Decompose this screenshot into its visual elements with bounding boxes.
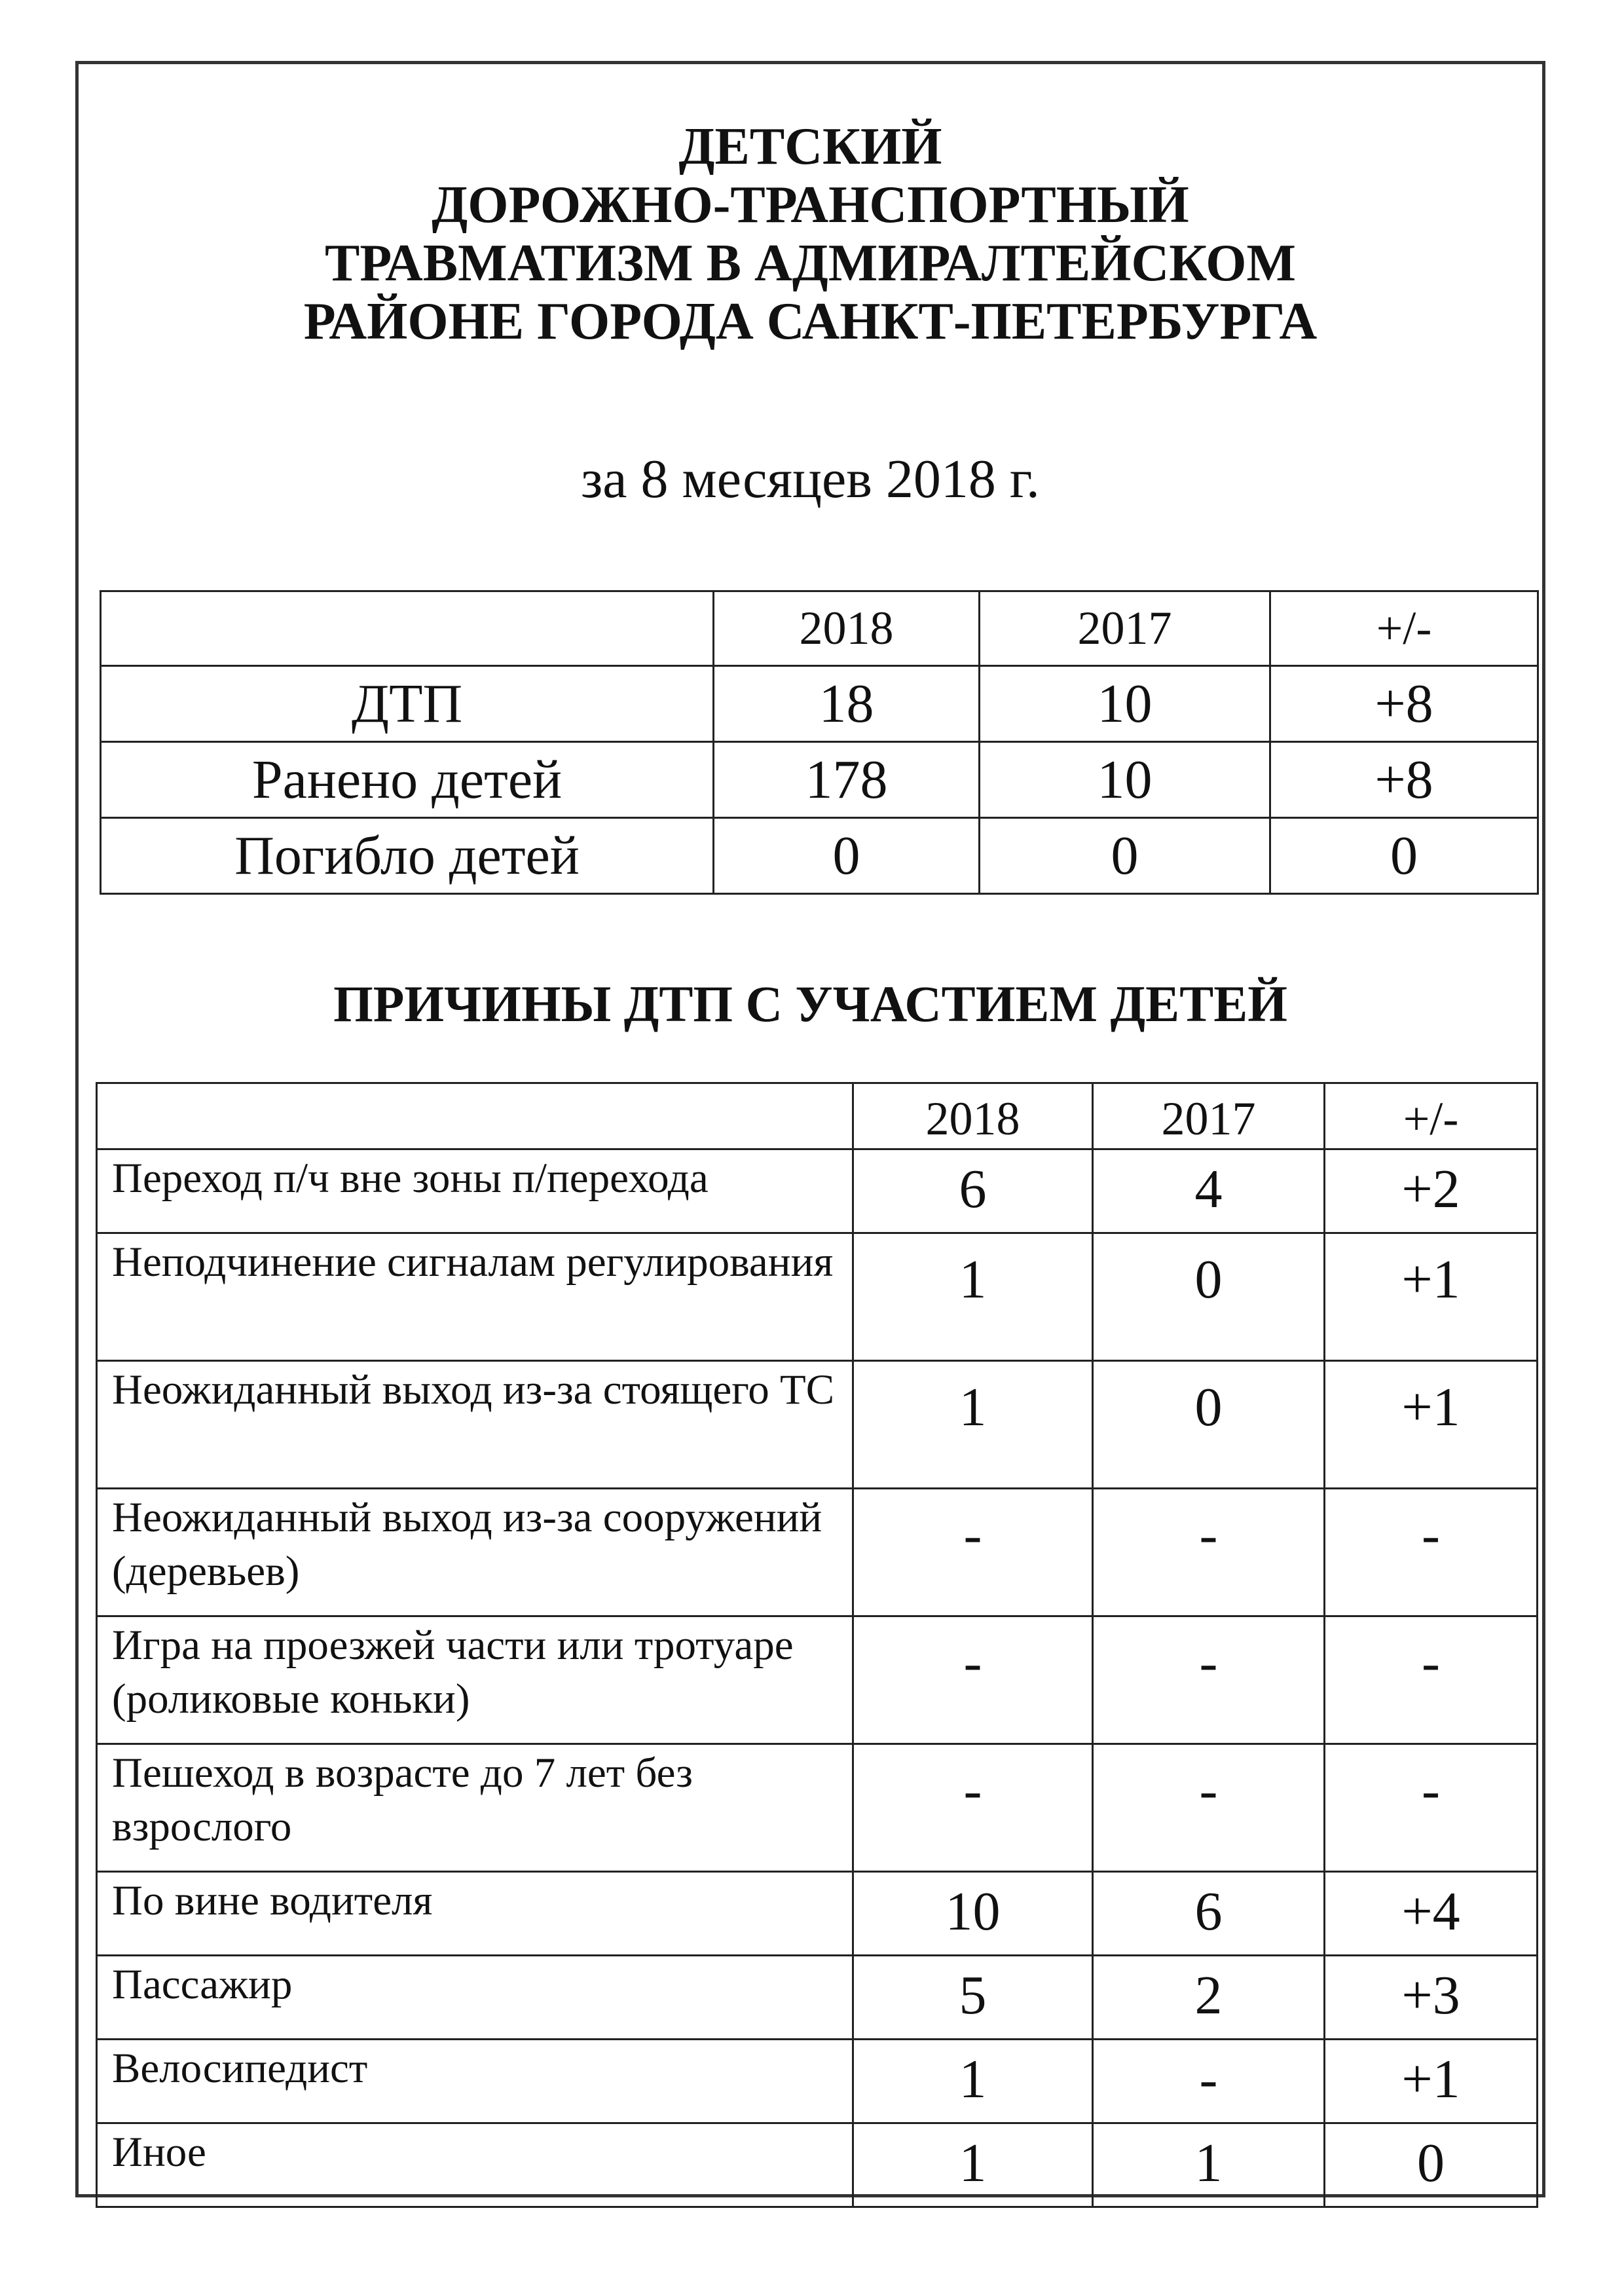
- cell-diff: +2: [1325, 1149, 1538, 1233]
- row-label: ДТП: [101, 666, 714, 742]
- period-subtitle: за 8 месяцев 2018 г.: [581, 449, 1040, 510]
- table-row: [97, 2040, 1538, 2123]
- table-row: [97, 1149, 1538, 1233]
- header-cell-2018: 2018: [714, 591, 980, 666]
- table-row: [97, 1489, 1538, 1616]
- header-cell-empty: [101, 591, 714, 666]
- row-label: Неподчинение сигналам регулирования: [97, 1233, 853, 1361]
- cell-2017: 2: [1093, 1956, 1325, 2040]
- table-row: [97, 1744, 1538, 1872]
- row-label: Неожиданный выход из-за стоящего ТС: [97, 1361, 853, 1489]
- cell-diff: +8: [1270, 666, 1538, 742]
- cell-diff: +8: [1270, 742, 1538, 818]
- cell-2017: -: [1093, 1489, 1325, 1616]
- table-row: [97, 2123, 1538, 2207]
- cell-2018: 1: [853, 1233, 1093, 1361]
- cell-2018: 18: [714, 666, 980, 742]
- cell-2017: 10: [980, 666, 1270, 742]
- row-label: Неожиданный выход из-за сооружений (деревьев): [97, 1489, 853, 1616]
- cell-diff: 0: [1325, 2123, 1538, 2207]
- cell-2017: -: [1093, 1744, 1325, 1872]
- cell-2018: -: [853, 1744, 1093, 1872]
- header-cell-diff: +/-: [1325, 1083, 1538, 1149]
- cell-2018: 178: [714, 742, 980, 818]
- cell-diff: -: [1325, 1489, 1538, 1616]
- row-label: Переход п/ч вне зоны п/перехода: [97, 1149, 853, 1233]
- row-label: Погибло детей: [101, 818, 714, 894]
- cell-2018: 5: [853, 1956, 1093, 2040]
- table-row: [97, 1956, 1538, 2040]
- cell-diff: +1: [1325, 2040, 1538, 2123]
- row-label: Иное: [97, 2123, 853, 2207]
- cell-2018: 1: [853, 2040, 1093, 2123]
- cell-2017: 4: [1093, 1149, 1325, 1233]
- header-cell-diff: +/-: [1270, 591, 1538, 666]
- causes-section-title: ПРИЧИНЫ ДТП С УЧАСТИЕМ ДЕТЕЙ: [333, 975, 1287, 1032]
- title-line: РАЙОНЕ ГОРОДА САНКТ-ПЕТЕРБУРГА: [303, 293, 1318, 350]
- cell-2018: 6: [853, 1149, 1093, 1233]
- cell-2017: 0: [1093, 1361, 1325, 1489]
- table-row: [101, 666, 1538, 742]
- cell-2017: 0: [1093, 1233, 1325, 1361]
- cell-2018: 1: [853, 2123, 1093, 2207]
- table-row: [97, 1233, 1538, 1361]
- document-title: [75, 118, 1545, 351]
- cell-2018: 0: [714, 818, 980, 894]
- cell-diff: -: [1325, 1616, 1538, 1744]
- table-row: [101, 818, 1538, 894]
- row-label: Пассажир: [97, 1956, 853, 2040]
- header-cell-2017: 2017: [980, 591, 1270, 666]
- table-header-row: [101, 591, 1538, 666]
- cell-2017: 0: [980, 818, 1270, 894]
- header-cell-empty: [97, 1083, 853, 1149]
- table-header-row: [97, 1083, 1538, 1149]
- table-row: [97, 1616, 1538, 1744]
- cell-diff: 0: [1270, 818, 1538, 894]
- table-row: [97, 1872, 1538, 1956]
- title-line: ДОРОЖНО-ТРАНСПОРТНЫЙ: [432, 176, 1189, 234]
- cell-diff: +1: [1325, 1361, 1538, 1489]
- table-row: [97, 1361, 1538, 1489]
- cell-2017: -: [1093, 2040, 1325, 2123]
- cell-diff: +4: [1325, 1872, 1538, 1956]
- cell-2018: 10: [853, 1872, 1093, 1956]
- title-line: ДЕТСКИЙ: [678, 118, 942, 176]
- cell-diff: +3: [1325, 1956, 1538, 2040]
- cell-2017: 1: [1093, 2123, 1325, 2207]
- header-cell-2018: 2018: [853, 1083, 1093, 1149]
- row-label: По вине водителя: [97, 1872, 853, 1956]
- row-label: Ранено детей: [101, 742, 714, 818]
- row-label: Пешеход в возрасте до 7 лет без взрослого: [97, 1744, 853, 1872]
- header-cell-2017: 2017: [1093, 1083, 1325, 1149]
- title-line: ТРАВМАТИЗМ В АДМИРАЛТЕЙСКОМ: [324, 234, 1297, 292]
- cell-2017: 10: [980, 742, 1270, 818]
- cell-2018: 1: [853, 1361, 1093, 1489]
- table-row: [101, 742, 1538, 818]
- cell-diff: +1: [1325, 1233, 1538, 1361]
- summary-table: [100, 590, 1539, 895]
- cell-2017: 6: [1093, 1872, 1325, 1956]
- cell-2018: -: [853, 1616, 1093, 1744]
- causes-table: [96, 1082, 1538, 2208]
- cell-2017: -: [1093, 1616, 1325, 1744]
- row-label: Игра на проезжей части или тротуаре (роликовые коньки): [97, 1616, 853, 1744]
- cell-2018: -: [853, 1489, 1093, 1616]
- cell-diff: -: [1325, 1744, 1538, 1872]
- row-label: Велосипедист: [97, 2040, 853, 2123]
